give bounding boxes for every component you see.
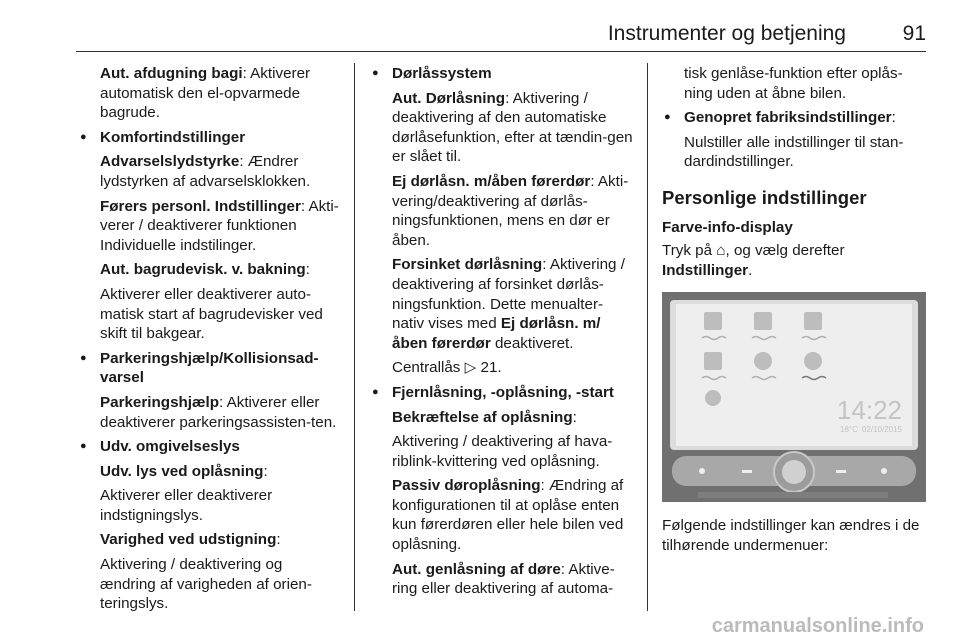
header-rule — [76, 51, 926, 52]
watermark: carmanualsonline.info — [711, 615, 924, 637]
paragraph: Følgende indstillinger kan ændres i de tilhørende undermenuer: — [662, 517, 920, 554]
screen-clock: 14:22 — [836, 395, 902, 426]
paragraph: Forsinket dørlåsning: Aktivering / deaktivering af forsinket dørlås-ningsfunktion. Dette menualter-nativ vises med Ej dørlåsn. m/ åben førerdør deaktiveret. — [392, 256, 625, 352]
infotainment-screen-illustration — [662, 292, 926, 502]
paragraph: Aktivering / deaktivering af hava-riblink-kvittering ved oplåsning. — [392, 433, 613, 470]
home-icon: ⌂ — [716, 242, 726, 260]
column-divider — [354, 63, 355, 611]
column-3 — [662, 64, 926, 561]
bullet-heading: ● Dørlåssystem — [370, 64, 634, 84]
header-title: Instrumenter og betjening — [607, 22, 846, 45]
paragraph: Passiv døroplåsning: Ændring af konfigurationen til at oplåse enten kun førerdøren eller hele bilen ved oplåsning. — [392, 477, 624, 554]
paragraph: Parkeringshjælp: Aktiverer eller deaktiverer parkeringsassisten-ten. — [100, 393, 337, 431]
paragraph: Aut. bagrudevisk. v. bakning: — [100, 261, 310, 279]
cross-reference: Centrallås ▷ 21. — [392, 359, 502, 377]
paragraph: Aktiverer eller deaktiverer indstigningslys. — [100, 487, 273, 524]
page-number: 91 — [902, 22, 926, 45]
paragraph: Aut. afdugning bagi: Aktiverer automatisk den el-opvarmede bagrude. — [100, 65, 311, 122]
paragraph: Nulstiller alle indstillinger til stan-dardindstillinger. — [684, 133, 904, 171]
paragraph: Aktivering / deaktivering og ændring af varigheden af orien-teringslys. — [100, 556, 312, 613]
column-2 — [370, 64, 634, 604]
paragraph: Bekræftelse af oplåsning: — [392, 408, 577, 426]
bullet-heading: ● Udv. omgivelseslys — [78, 437, 340, 457]
display-image — [662, 292, 926, 502]
paragraph: Aktiverer eller deaktiverer auto-matisk start af bagrudevisker ved skift til bakgear. — [100, 285, 323, 343]
paragraph: Varighed ved udstigning: — [100, 531, 281, 549]
paragraph: Aut. genlåsning af døre: Aktive-ring eller deaktivering af automa- — [392, 560, 615, 598]
bullet-heading: ● Komfortindstillinger — [78, 128, 340, 148]
paragraph: Advarselslydstyrke: Ændrer lydstyrken af advarselsklokken. — [100, 153, 311, 190]
paragraph: Ej dørlåsn. m/åben førerdør: Akti-vering/deaktivering af dørlås-ningsfunktionen, mens en dør er åben. — [392, 172, 629, 249]
page-header — [76, 22, 926, 50]
paragraph: Udv. lys ved oplåsning: — [100, 462, 268, 480]
screen-date: 02/10/2015 — [861, 425, 902, 435]
bullet-heading: ● Genopret fabriksindstillinger: — [662, 108, 926, 128]
paragraph: tisk genlåse-funktion efter oplås-ning uden at åbne bilen. — [684, 65, 903, 102]
subsection-title: Farve-info-display — [662, 218, 793, 236]
paragraph: Førers personl. Indstillinger: Akti-verer / deaktiverer funktionen Individuelle indstilinger. — [100, 197, 339, 254]
column-1 — [78, 64, 340, 619]
column-divider — [647, 63, 648, 611]
paragraph: Tryk på ⌂, og vælg derefter Indstillinger. — [662, 242, 845, 279]
paragraph: Aut. Dørlåsning: Aktivering / deaktivering af den automatiske dørlåsefunktion, efter at tændin-gen er slået til. — [392, 89, 633, 166]
section-title: Personlige indstillinger — [662, 186, 867, 208]
bullet-heading: ● Fjernlåsning, -oplåsning, -start — [370, 383, 634, 403]
page-reference-icon: ▷ — [464, 359, 477, 377]
screen-temperature: 18°C — [840, 425, 858, 435]
bullet-heading: ● Parkeringshjælp/Kollisionsad-varsel — [78, 349, 340, 388]
